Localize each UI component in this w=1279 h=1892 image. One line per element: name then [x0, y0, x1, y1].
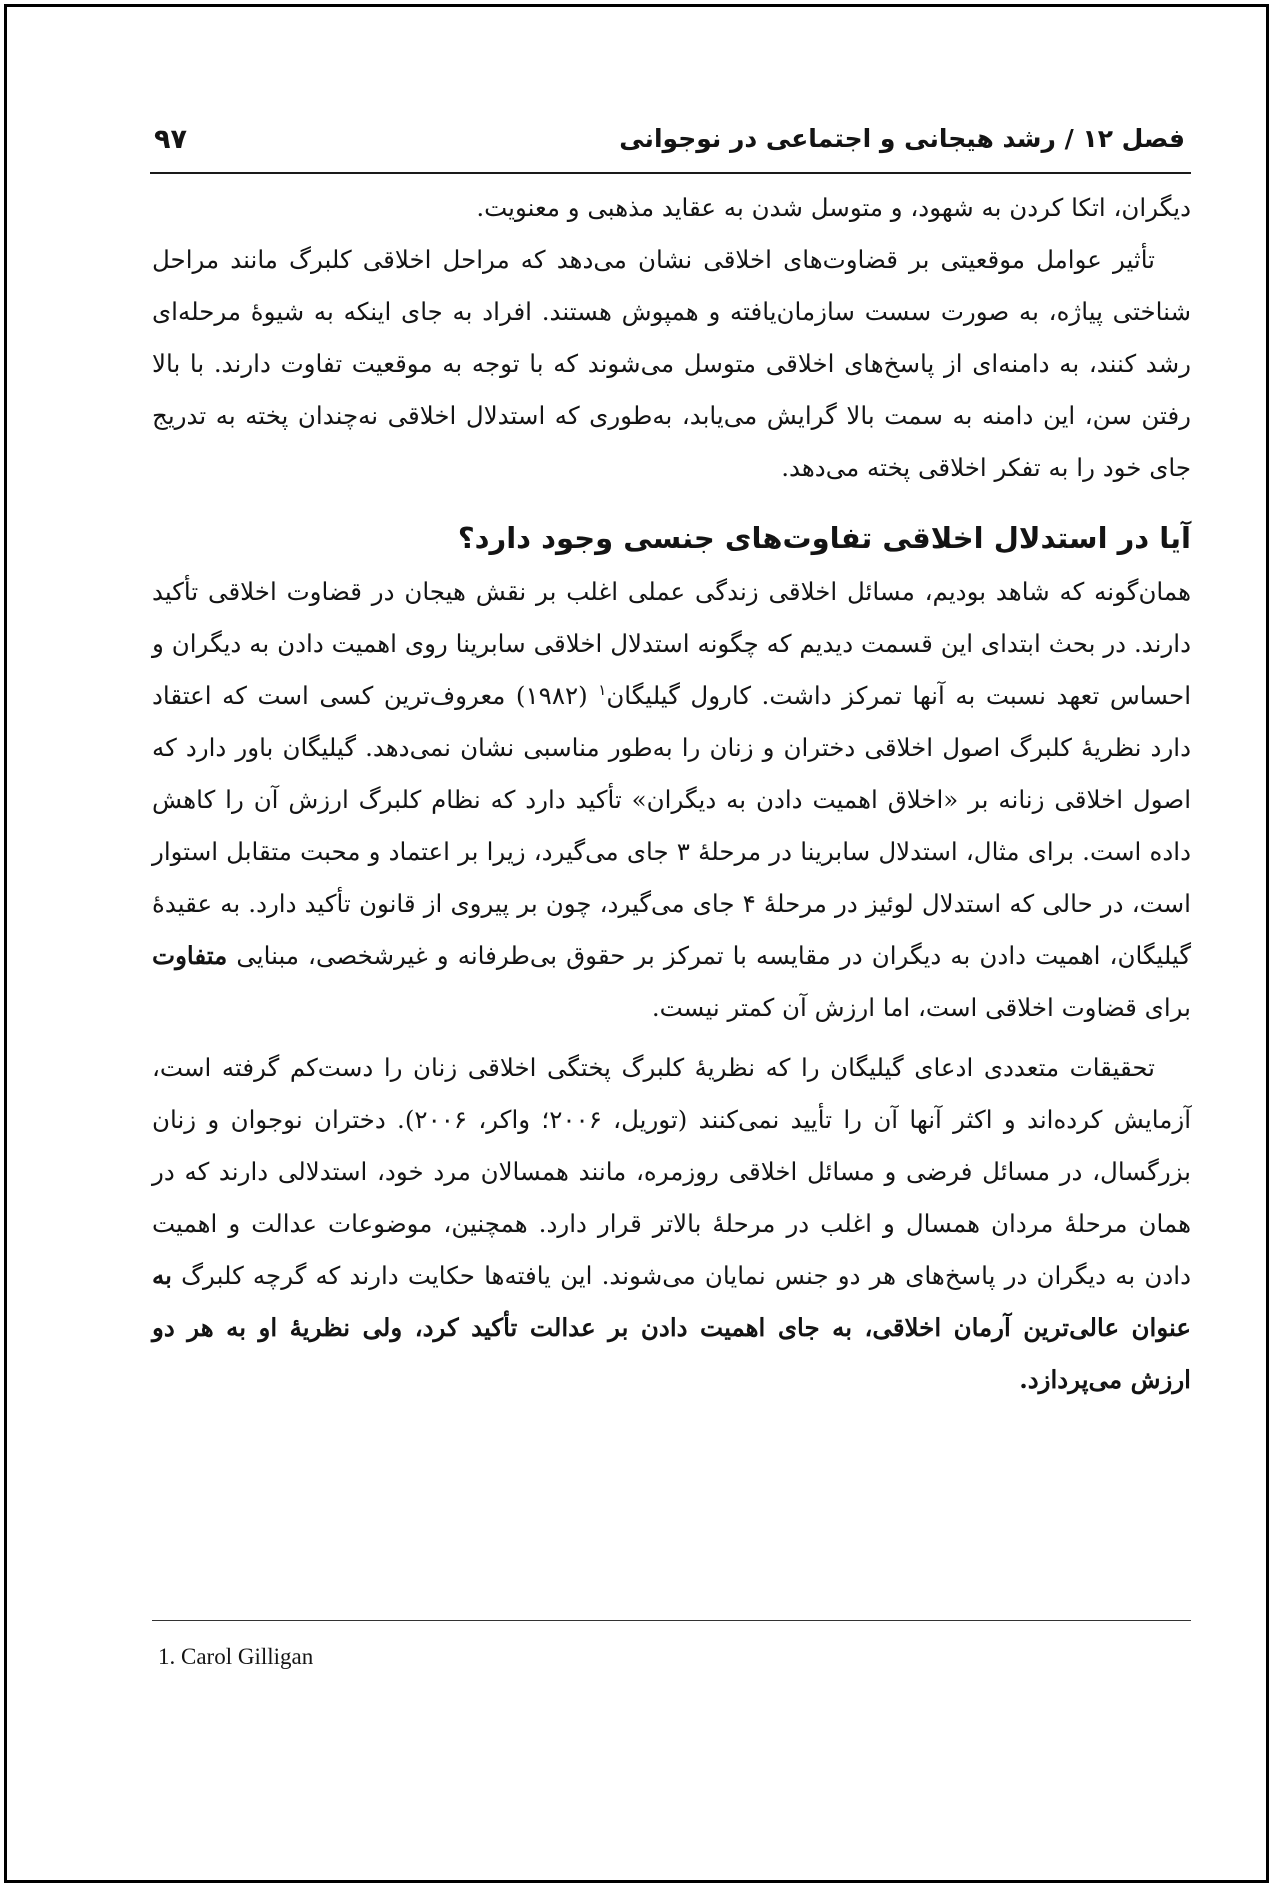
- footnote-divider: [152, 1620, 1191, 1621]
- page-header: [150, 124, 1191, 174]
- footnote-marker: ۱: [598, 680, 607, 699]
- paragraph-3-part-a: همان‌گونه که شاهد بودیم، مسائل اخلاقی زندگی عملی اغلب بر نقش هیجان در قضاوت اخلاقی تأکید دارند. در بحث ابتدای این قسمت دیدیم که چگونه استدلال اخلاقی سابرینا روی اهمیت دادن به دیگران و احساس تعهد نسبت به آنها تمرکز داشت. کارول گیلیگان: [152, 577, 1191, 710]
- page-number: ۹۷: [154, 124, 187, 155]
- paragraph-3: [152, 566, 1191, 1034]
- paragraph-1: دیگران، اتکا کردن به شهود، و متوسل شدن به عقاید مذهبی و معنویت.: [476, 193, 1191, 222]
- paragraph-4-emphasis: به عنوان عالی‌ترین آرمان اخلاقی، به جای اهمیت دادن بر عدالت تأکید کرد، ولی نظریهٔ او به هر دو ارزش می‌پردازد.: [152, 1261, 1191, 1394]
- paragraph-3-part-c: برای قضاوت اخلاقی است، اما ارزش آن کمتر نیست.: [651, 993, 1191, 1022]
- paragraph-3-part-b: (۱۹۸۲) معروف‌ترین کسی است که اعتقاد دارد نظریهٔ کلبرگ اصول اخلاقی دختران و زنان را به‌طور مناسبی نشان نمی‌دهد. گیلیگان باور دارد که اصول اخلاقی زنانه بر «اخلاق اهمیت دادن به دیگران» تأکید دارد که نظام کلبرگ ارزش آن را کاهش داده است. برای مثال، استدلال سابرینا در مرحلهٔ ۳ جای می‌گیرد، زیرا بر اعتماد و محبت متقابل استوار است، در حالی که استدلال لوئیز در مرحلهٔ ۴ جای می‌گیرد، چون بر پیروی از قانون تأکید دارد. به عقیدهٔ گیلیگان، اهمیت دادن به دیگران در مقایسه با تمرکز بر حقوق بی‌طرفانه و غیرشخصی، مبنایی: [152, 681, 1191, 970]
- paragraph-3-emphasis: متفاوت: [152, 941, 228, 970]
- page-body: [152, 182, 1191, 1406]
- paragraph-2: تأثیر عوامل موقعیتی بر قضاوت‌های اخلاقی نشان می‌دهد که مراحل اخلاقی کلبرگ مانند مراحل شناختی پیاژه، به صورت سست سازمان‌یافته و همپوش هستند. افراد به جای اینکه به شیوهٔ مرحله‌ای رشد کنند، به دامنه‌ای از پاسخ‌های اخلاقی متوسل می‌شوند که با توجه به موقعیت تفاوت دارند. با بالا رفتن سن، این دامنه به سمت بالا گرایش می‌یابد، به‌طوری که استدلال اخلاقی نه‌چندان پخته به تدریج جای خود را به تفکر اخلاقی پخته می‌دهد.: [152, 245, 1191, 482]
- section-heading: آیا در استدلال اخلاقی تفاوت‌های جنسی وجود دارد؟: [457, 521, 1191, 555]
- chapter-title: فصل ۱۲ / رشد هیجانی و اجتماعی در نوجوانی: [619, 124, 1185, 153]
- paragraph-4-part-a: تحقیقات متعددی ادعای گیلیگان را که نظریهٔ کلبرگ پختگی اخلاقی زنان را دست‌کم گرفته است، آزمایش کرده‌اند و اکثر آنها آن را تأیید نمی‌کنند (توریل، ۲۰۰۶؛ واکر، ۲۰۰۶). دختران نوجوان و زنان بزرگسال، در مسائل فرضی و مسائل اخلاقی روزمره، مانند همسالان مرد خود، استدلالی دارند که در همان مرحلهٔ مردان همسال و اغلب در مرحلهٔ بالاتر قرار دارد. همچنین، موضوعات عدالت و اهمیت دادن به دیگران در پاسخ‌های هر دو جنس نمایان می‌شوند. این یافته‌ها حکایت دارند که گرچه کلبرگ: [152, 1053, 1192, 1290]
- footnote: 1. Carol Gilligan: [158, 1644, 314, 1669]
- paragraph-4: [152, 1042, 1191, 1406]
